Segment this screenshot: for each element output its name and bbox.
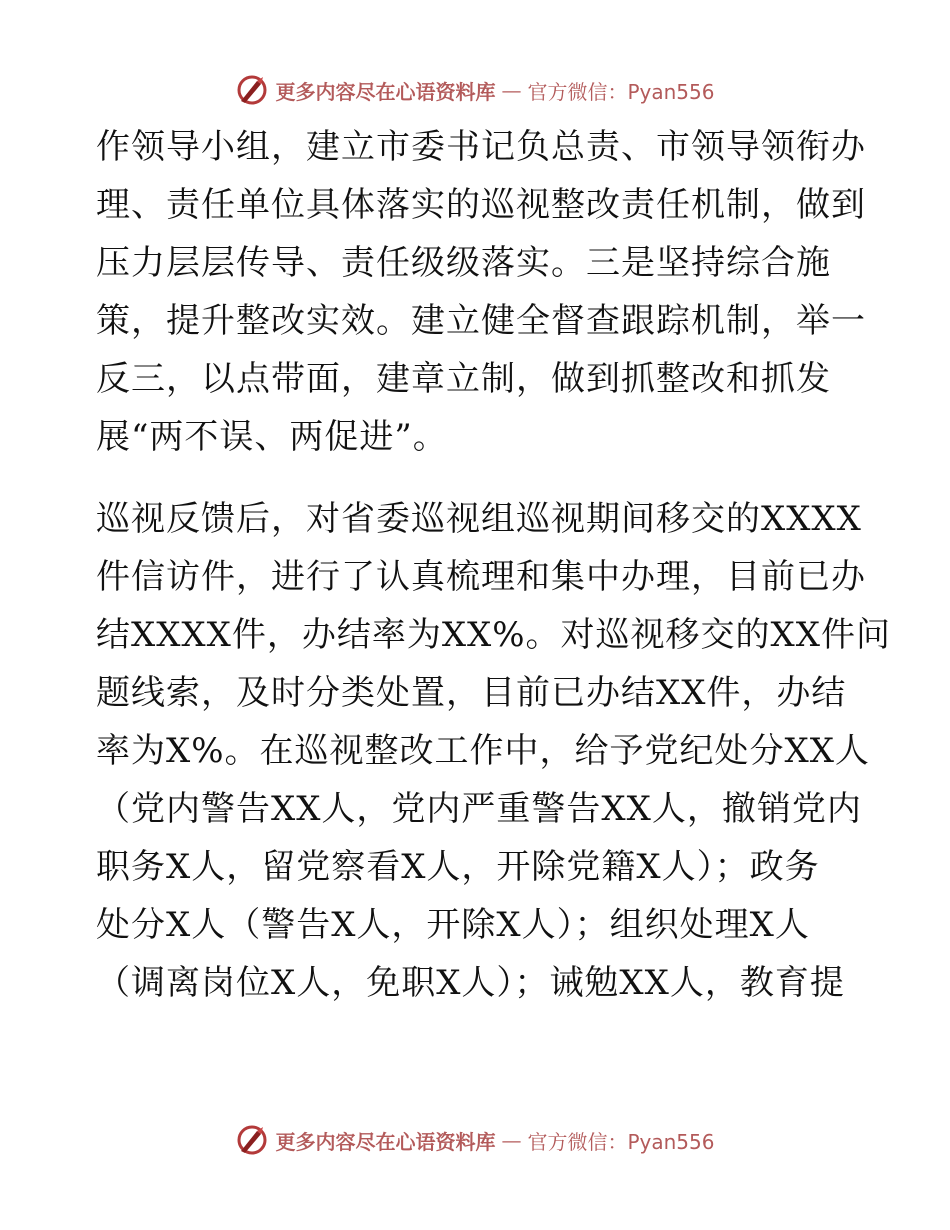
text-line: 巡视反馈后，对省委巡视组巡视期间移交的XXXX <box>96 499 862 539</box>
header-watermark <box>0 70 950 110</box>
watermark-dash: — <box>501 1128 522 1152</box>
document-body <box>96 118 891 1012</box>
text-line: 职务X人，留党察看X人，开除党籍X人）；政务 <box>96 847 820 887</box>
text-line: 反三，以点带面，建章立制，做到抓整改和抓发 <box>96 359 831 399</box>
text-line: 理、责任单位具体落实的巡视整改责任机制，做到 <box>96 185 866 225</box>
quill-logo-icon <box>235 1123 269 1157</box>
text-line: 件信访件，进行了认真梳理和集中办理，目前已办 <box>96 557 866 597</box>
watermark-wechat: 官方微信：Pyan556 <box>527 79 715 104</box>
paragraph-1 <box>96 118 866 466</box>
text-line: 压力层层传导、责任级级落实。三是坚持综合施 <box>96 243 831 283</box>
text-line: 结XXXX件，办结率为XX%。对巡视移交的XX件问 <box>96 615 891 655</box>
text-line: （调离岗位X人，免职X人）；诫勉XX人，教育提 <box>96 963 845 1003</box>
text-line: 作领导小组，建立市委书记负总责、市领导领衔办 <box>96 127 866 167</box>
text-line: 展“两不误、两促进”。 <box>96 417 448 457</box>
text-line: 处分X人（警告X人，开除X人）；组织处理X人 <box>96 905 810 945</box>
watermark-label: 更多内容尽在心语资料库 <box>275 79 496 104</box>
footer-watermark <box>0 1120 950 1160</box>
text-line: 策，提升整改实效。建立健全督查跟踪机制，举一 <box>96 301 866 341</box>
quill-logo-icon <box>235 73 269 107</box>
watermark-label: 更多内容尽在心语资料库 <box>275 1129 496 1154</box>
text-line: 题线索，及时分类处置，目前已办结XX件，办结 <box>96 673 847 713</box>
paragraph-gap <box>96 466 866 490</box>
watermark-dash: — <box>501 78 522 102</box>
paragraph-2 <box>96 490 891 1012</box>
text-line: 率为X%。在巡视整改工作中，给予党纪处分XX人 <box>96 731 870 771</box>
watermark-wechat: 官方微信：Pyan556 <box>527 1129 715 1154</box>
text-line: （党内警告XX人，党内严重警告XX人，撤销党内 <box>96 789 862 829</box>
